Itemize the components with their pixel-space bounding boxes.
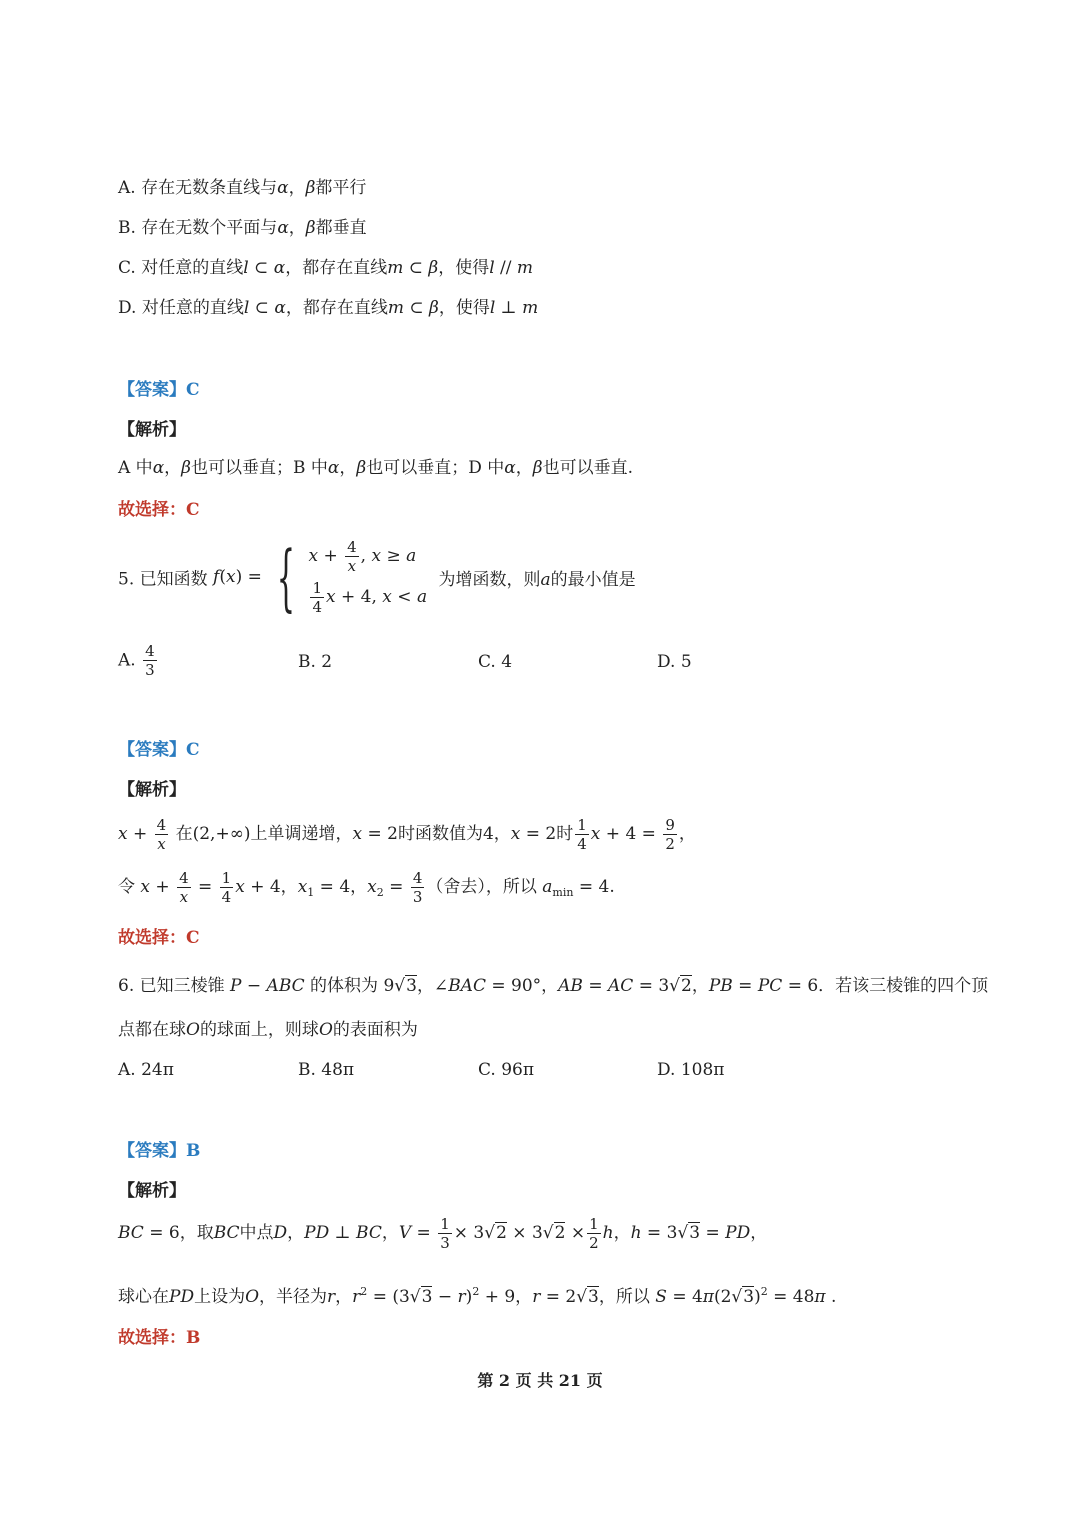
answer-value: C xyxy=(186,380,200,400)
q5-option-c: C. 4 xyxy=(478,652,513,672)
q6-stem-line2: 点都在球O的球面上，则球O的表面积为 xyxy=(118,1020,418,1040)
q6-option-d: D. 108π xyxy=(657,1060,725,1080)
choose-value: B xyxy=(186,1328,201,1348)
choose-label: 故选择： xyxy=(118,928,186,948)
q4-choose xyxy=(118,498,200,522)
q5-analysis-label: 【解析】 xyxy=(118,780,186,800)
answer-value: C xyxy=(186,740,200,760)
answer-label: 【答案】 xyxy=(118,1141,186,1161)
q4-option-a: A. 存在无数条直线与α，β都平行 xyxy=(118,178,367,198)
q4-option-b: B. 存在无数个平面与α，β都垂直 xyxy=(118,218,367,238)
answer-value: B xyxy=(186,1141,201,1161)
q6-analysis-line2: 球心在PD上设为O，半径为r，$r^2 = (3√3 - r)^2 + 9$，r = 2√3，所以 $S = 4\pi(2√3)^2 = 48\pi$ . xyxy=(118,1285,837,1307)
answer-label: 【答案】 xyxy=(118,380,186,400)
q4-answer xyxy=(118,378,200,402)
q5-option-d: D. 5 xyxy=(657,652,692,672)
q4-option-c: C. 对任意的直线l ⊂ α，都存在直线m ⊂ β，使得l // m xyxy=(118,258,534,278)
q5-answer xyxy=(118,738,200,762)
choose-value: C xyxy=(186,500,200,520)
q4-analysis-label: 【解析】 xyxy=(118,420,186,440)
q6-answer xyxy=(118,1139,200,1163)
q5-choose xyxy=(118,926,200,950)
q5-option-b: B. 2 xyxy=(298,652,333,672)
q6-option-a: A. 24π xyxy=(118,1060,174,1080)
q6-choose xyxy=(118,1326,200,1350)
q4-analysis-text: A 中α，β也可以垂直；B 中α，β也可以垂直；D 中α，β也可以垂直. xyxy=(118,458,633,478)
q6-stem-line1: 6. 已知三棱锥 P − ABC 的体积为 9√3，∠BAC = 90°，AB = AC = 3√2，PB = PC = 6．若该三棱锥的四个顶 xyxy=(118,976,989,996)
q5-piecewise: x + $\frac{4}{x}$ , x ≥ a $\frac{1}{4}$ x + 4, x < a xyxy=(308,538,428,616)
q5-stem: 5. 已知函数 f(x) = { x + $\frac{4}{x}$ , x ≥ a $\frac{1}{4}$ x + 4, x < a 为增函数，则a的最小值是 xyxy=(118,535,636,619)
q6-analysis-line1: BC = 6，取BC中点D，PD ⊥ BC，V = $\frac{1}{3}$ × 3√2 × 3√2 × $\frac{1}{2}$ h，h = 3√3 = PD， xyxy=(118,1215,768,1252)
page-footer: 第 2 页 共 21 页 xyxy=(477,1371,603,1390)
q6-option-c: C. 96π xyxy=(478,1060,535,1080)
q5-option-a: A. $\frac{4}{3}$ xyxy=(118,642,155,679)
choose-label: 故选择： xyxy=(118,500,186,520)
q6-analysis-label: 【解析】 xyxy=(118,1181,186,1201)
choose-label: 故选择： xyxy=(118,1328,186,1348)
choose-value: C xyxy=(186,928,200,948)
q6-option-b: B. 48π xyxy=(298,1060,355,1080)
answer-label: 【答案】 xyxy=(118,740,186,760)
q5-analysis-line1: x + $\frac{4}{x}$ 在(2,+∞)上单调递增，x = 2时函数值为4，x = 2时 $\frac{1}{4}$ x + 4 = $\frac{9}{2}$ ， xyxy=(118,816,696,853)
q5-prefix: 5. 已知函数 xyxy=(118,569,208,590)
q4-option-d: D. 对任意的直线l ⊂ α，都存在直线m ⊂ β，使得l ⊥ m xyxy=(118,298,539,318)
q5-analysis-line2: 令 x + $\frac{4}{x}$ = $\frac{1}{4}$ x + 4，$x_1 = 4$，$x_2$ = $\frac{4}{3}$ （舍去），所以 $a_{min} = 4$. xyxy=(118,869,615,906)
